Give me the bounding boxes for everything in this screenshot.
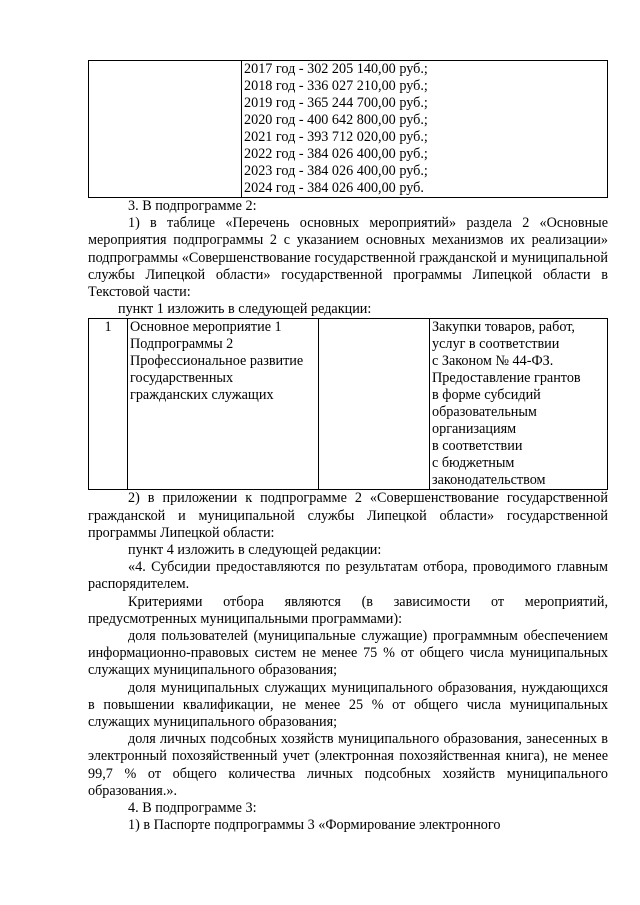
paragraph: «4. Субсидии предоставляются по результатам отбора, проводимого главным распорядителем.	[88, 559, 608, 593]
mechanism-cell	[430, 319, 608, 490]
budget-line: 2020 год - 400 642 800,00 руб.;	[244, 112, 428, 128]
budget-line: 2023 год - 384 026 400,00 руб.;	[244, 163, 428, 179]
cell-line: организациям	[432, 421, 517, 438]
cell-line: Профессиональное развитие	[130, 353, 304, 370]
paragraph: доля личных подсобных хозяйств муниципального образования, занесенных в электронный похозяйственный учет (электронная похозяйственная книга), не менее 99,7 % от общего количества личных подсобных хозяйств муниципального образования.».	[88, 731, 608, 799]
paragraph: доля пользователей (муниципальные служащие) программным обеспечением информационно-правовых систем не менее 75 % от общего числа муниципальных служащих муниципального образования;	[88, 628, 608, 679]
cell-line: Основное мероприятие 1	[130, 319, 282, 336]
cell-line: Закупки товаров, работ,	[432, 319, 575, 336]
paragraph: 1) в таблице «Перечень основных мероприятий» раздела 2 «Основные мероприятия подпрограммы 2 с указанием основных механизмов их реализации» подпрограммы «Совершенствование государственной гражданской и муниципальной службы Липецкой области» государственной программы Липецкой области в Текстовой части:	[88, 215, 608, 301]
cell-line: в форме субсидий	[432, 387, 541, 404]
document-page	[88, 60, 608, 834]
cell-line: в соответствии	[432, 438, 523, 455]
paragraph: 1) в Паспорте подпрограммы 3 «Формирование электронного	[128, 817, 501, 834]
budget-line: 2022 год - 384 026 400,00 руб.;	[244, 146, 428, 162]
table-cell-empty	[89, 61, 242, 198]
cell-line: законодательством	[432, 472, 546, 489]
paragraph: пункт 1 изложить в следующей редакции:	[118, 301, 372, 318]
table-row	[89, 61, 608, 198]
cell-line: Подпрограммы 2	[130, 336, 234, 353]
cell-line: образовательным	[432, 404, 537, 421]
cell-line: с бюджетным	[432, 455, 515, 472]
paragraph: пункт 4 изложить в следующей редакции:	[128, 542, 382, 559]
cell-line: услуг в соответствии	[432, 336, 560, 353]
paragraph: 4. В подпрограмме 3:	[128, 800, 257, 817]
paragraph: 3. В подпрограмме 2:	[128, 198, 257, 214]
cell-line: государственных	[130, 370, 234, 387]
budget-line: 2019 год - 365 244 700,00 руб.;	[244, 95, 428, 111]
cell-line: гражданских служащих	[130, 387, 274, 404]
budget-line: 2017 год - 302 205 140,00 руб.;	[244, 61, 428, 77]
budget-line: 2018 год - 336 027 210,00 руб.;	[244, 78, 428, 94]
table-row	[89, 319, 608, 490]
paragraph: 2) в приложении к подпрограмме 2 «Совершенствование государственной гражданской и муниципальной службы Липецкой области» государственной программы Липецкой области:	[88, 490, 608, 541]
paragraph: доля муниципальных служащих муниципального образования, нуждающихся в повышении квалификации, не менее 25 % от общего числа муниципальных служащих муниципального образования;	[88, 679, 608, 731]
row-number-cell: 1	[89, 319, 128, 490]
budget-years-cell	[242, 61, 608, 198]
budget-table	[88, 60, 608, 198]
activity-name-cell	[128, 319, 319, 490]
empty-cell	[319, 319, 430, 490]
budget-line: 2021 год - 393 712 020,00 руб.;	[244, 129, 428, 145]
cell-line: Предоставление грантов	[432, 370, 581, 387]
cell-line: с Законом № 44-ФЗ.	[432, 353, 554, 370]
paragraph: Критериями отбора являются (в зависимости от мероприятий, предусмотренных муниципальными программами):	[88, 593, 608, 627]
activity-table	[88, 318, 608, 490]
budget-line: 2024 год - 384 026 400,00 руб.	[244, 180, 424, 196]
